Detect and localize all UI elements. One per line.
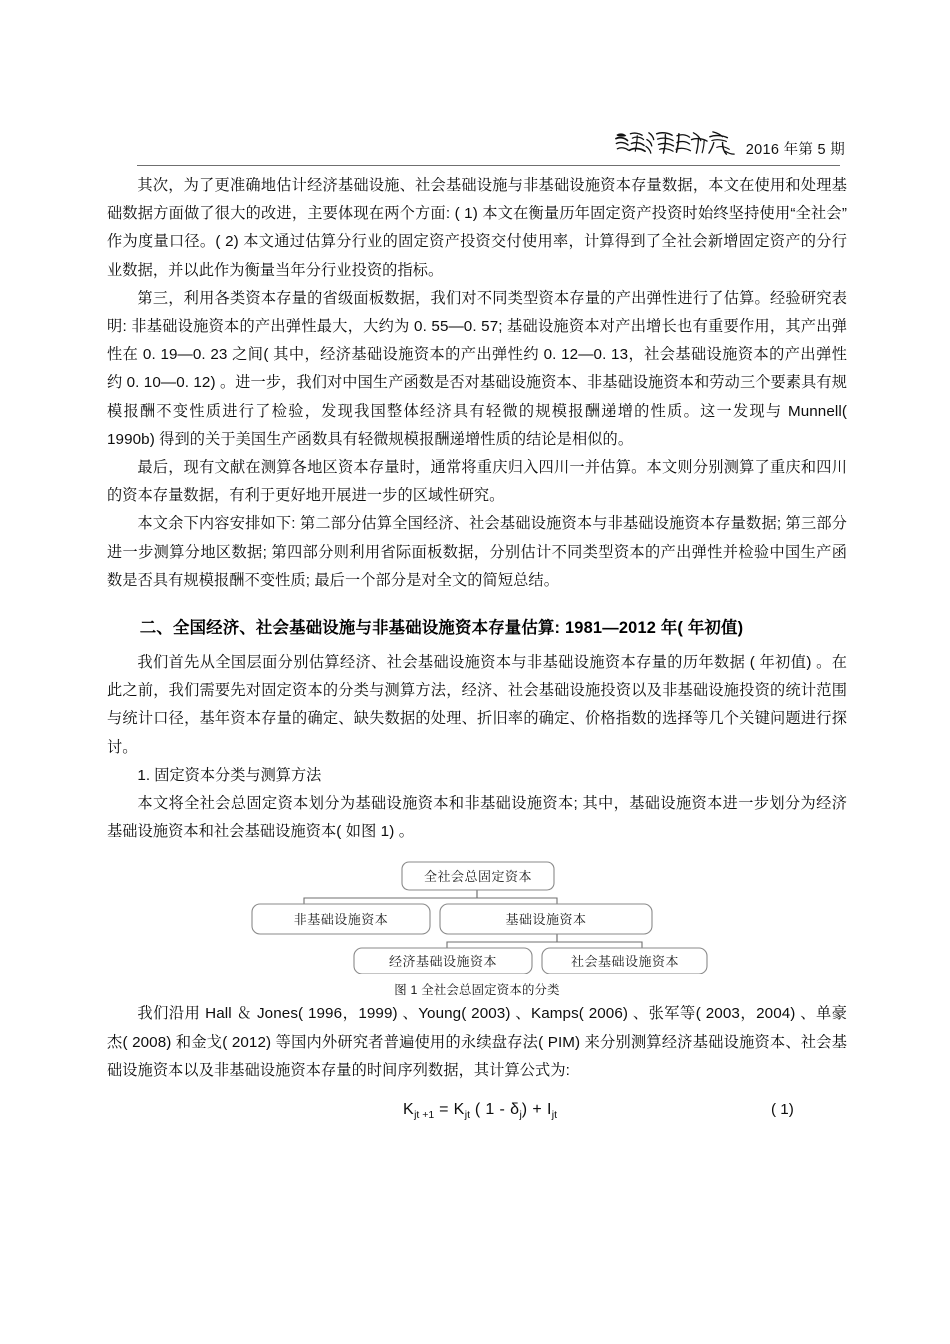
- node-economic-infrastructure-label: 经济基础设施资本: [388, 954, 498, 970]
- node-social-infrastructure: [542, 948, 707, 974]
- equation-row: [107, 1095, 847, 1129]
- node-infrastructure-label: 基础设施资本: [505, 912, 587, 928]
- equation-number: ( 1): [771, 1101, 794, 1119]
- node-infrastructure: [440, 904, 652, 934]
- document-content: [107, 172, 847, 1129]
- connector-root-to-infrastructure: [477, 890, 557, 904]
- paragraph-7: 我们沿用 Hall ＆ Jones( 1996，1999) 、Young( 2003) 、Kamps( 2006) 、张军等( 2003，2004) 、单豪杰( 2008) 和金戈( 2012) 等国内外研究者普遍使用的永续盘存法( PIM) 来分别测算经济基础设施资本、社会基础设施资本以及非基础设施资本存量的时间序列数据，其计算公式为:: [107, 1005, 847, 1079]
- figure-caption: 图 1 全社会总固定资本的分类: [394, 983, 560, 998]
- running-head-inner: [613, 126, 845, 160]
- node-root-label: 全社会总固定资本: [423, 869, 533, 885]
- journal-logo-icon: [613, 126, 739, 160]
- equation-delta: δ: [510, 1101, 520, 1119]
- paragraph-2: 第三，利用各类资本存量的省级面板数据，我们对不同类型资本存量的产出弹性进行了估算。经验研究表明: 非基础设施资本的产出弹性最大，大约为 0. 55—0. 57; 基础设施资本对产出增长也有重要作用，其产出弹性在 0. 19—0. 23 之间( 其中，经济基础设施资本的产出弹性约 0. 12—0. 13，社会基础设施资本的产出弹性约 0. 10—0. 12) 。进一步，我们对中国生产函数是否对基础设施资本、非基础设施资本和劳动三个要素具有规模报酬不变性质进行了检验，发现我国整体经济具有轻微的规模报酬递增的性质。这一发现与 Munnell( 1990b) 得到的关于美国生产函数具有轻微规模报酬递增性质的结论是相似的。: [107, 289, 847, 448]
- equation-k1: K: [403, 1101, 415, 1119]
- equation-close: ) + I: [521, 1101, 552, 1119]
- paragraph-1: 其次，为了更准确地估计经济基础设施、社会基础设施与非基础设施资本存量数据，本文在使用和处理基础数据方面做了很大的改进，主要体现在两个方面: ( 1) 本文在衡量历年固定资产投资时始终坚持使用“全社会”作为度量口径。( 2) 本文通过估算分行业的固定资产投资交付使用率，计算得到了全社会新增固定资产的分行业数据，并以此作为衡量当年分行业投资的指标。: [107, 177, 847, 279]
- paragraph-4: 本文余下内容安排如下: 第二部分估算全国经济、社会基础设施资本与非基础设施资本存量数据; 第三部分进一步测算分地区数据; 第四部分则利用省际面板数据，分别估计不同类型资本的产出弹性并检验中国生产函数是否具有规模报酬不变性质; 最后一个部分是对全文的简短总结。: [107, 515, 847, 589]
- running-head-rule: [137, 165, 840, 166]
- node-non-infrastructure-label: 非基础设施资本: [293, 912, 389, 928]
- running-head: [107, 118, 845, 166]
- node-economic-infrastructure: [354, 948, 532, 974]
- node-root: [402, 862, 554, 890]
- equation-1: [403, 1097, 557, 1128]
- figure-1: [107, 858, 847, 1000]
- capital-classification-diagram: [242, 858, 712, 974]
- section-heading: 二、全国经济、社会基础设施与非基础设施资本存量估算: 1981—2012 年( 年初值): [139, 619, 744, 638]
- subsection-heading: 1. 固定资本分类与测算方法: [137, 766, 322, 784]
- connector-infra-to-economic: [447, 934, 557, 948]
- running-head-issue: 2016 年第 5 期: [745, 141, 845, 158]
- equation-eq: = K: [434, 1101, 465, 1119]
- connector-root-to-non-infrastructure: [304, 890, 477, 904]
- node-non-infrastructure: [252, 904, 430, 934]
- connector-infra-to-social: [557, 934, 642, 948]
- equation-sub-2: jt: [464, 1109, 470, 1122]
- equation-open: ( 1 -: [469, 1101, 511, 1119]
- equation-sub-4: jt: [551, 1109, 558, 1122]
- equation-sub-1: jt +1: [414, 1109, 435, 1122]
- paragraph-6: 本文将全社会总固定资本划分为基础设施资本和非基础设施资本; 其中，基础设施资本进一步划分为经济基础设施资本和社会基础设施资本( 如图 1) 。: [107, 795, 847, 841]
- node-social-infrastructure-label: 社会基础设施资本: [570, 954, 680, 970]
- equation-sub-3: j: [519, 1109, 522, 1122]
- paragraph-5: 我们首先从全国层面分别估算经济、社会基础设施资本与非基础设施资本存量的历年数据 ( 年初值) 。在此之前，我们需要先对固定资本的分类与测算方法，经济、社会基础设施投资以及非基础设施投资的统计范围与统计口径，基年资本存量的确定、缺失数据的处理、折旧率的确定、价格指数的选择等几个关键问题进行探讨。: [107, 654, 847, 756]
- paragraph-3: 最后，现有文献在测算各地区资本存量时，通常将重庆归入四川一并估算。本文则分别测算了重庆和四川的资本存量数据，有利于更好地开展进一步的区域性研究。: [107, 459, 847, 505]
